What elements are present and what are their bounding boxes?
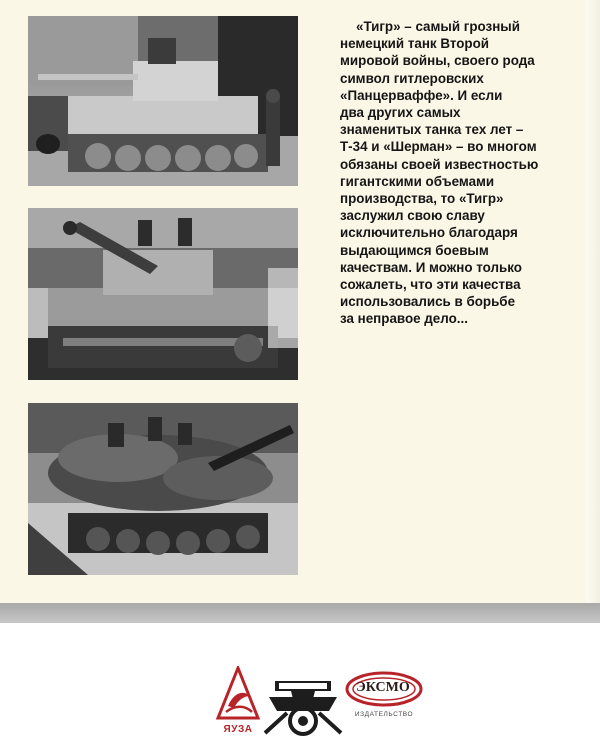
text-line: мировой войны, своего рода	[340, 53, 535, 69]
text-line: за неправое дело...	[340, 311, 468, 327]
text-line: гигантскими объемами	[340, 173, 495, 189]
gray-band	[0, 603, 600, 623]
eksmo-sublabel: ИЗДАТЕЛЬСТВО	[354, 711, 414, 718]
text-line: два других самых	[340, 105, 461, 121]
text-line: производства, то «Тигр»	[340, 191, 504, 207]
tiger-tank-photo-camouflaged	[28, 403, 298, 575]
text-line: заслужил свою славу	[340, 208, 485, 224]
tank-badge-icon	[263, 677, 343, 737]
text-line: Т-34 и «Шерман» – во многом	[340, 139, 537, 155]
publisher-logos	[0, 623, 600, 754]
tiger-tank-photo-hangar	[28, 16, 298, 186]
tiger-tank-photo-field	[28, 208, 298, 380]
tank-photo-image	[28, 208, 298, 380]
text-line: выдающимся боевым	[340, 242, 489, 258]
text-line: знаменитых танка тех лет –	[340, 122, 524, 138]
text-line: символ гитлеровских	[340, 70, 484, 86]
yauza-logo	[214, 666, 262, 742]
tank-photo-image	[28, 16, 298, 186]
text-line: использовались в борьбе	[340, 294, 516, 310]
yauza-label: ЯУЗА	[223, 724, 253, 735]
collection-logo	[263, 677, 343, 737]
text-line: исключительно благодаря	[340, 225, 518, 241]
page-edge	[586, 0, 600, 603]
text-line: «Тигр» – самый грозный	[356, 19, 520, 34]
text-line: «Панцерваффе». И если	[340, 87, 503, 103]
text-line: сожалеть, что эти качества	[340, 277, 521, 293]
yauza-emblem-icon	[214, 666, 262, 724]
text-line: обязаны своей известностью	[340, 156, 539, 172]
tank-photo-image	[28, 403, 298, 575]
text-line: качествам. И можно только	[340, 259, 522, 275]
eksmo-label: ЭКСМО	[356, 680, 410, 695]
description-text	[340, 18, 578, 328]
text-line: немецкий танк Второй	[340, 36, 489, 52]
eksmo-logo	[344, 671, 424, 731]
